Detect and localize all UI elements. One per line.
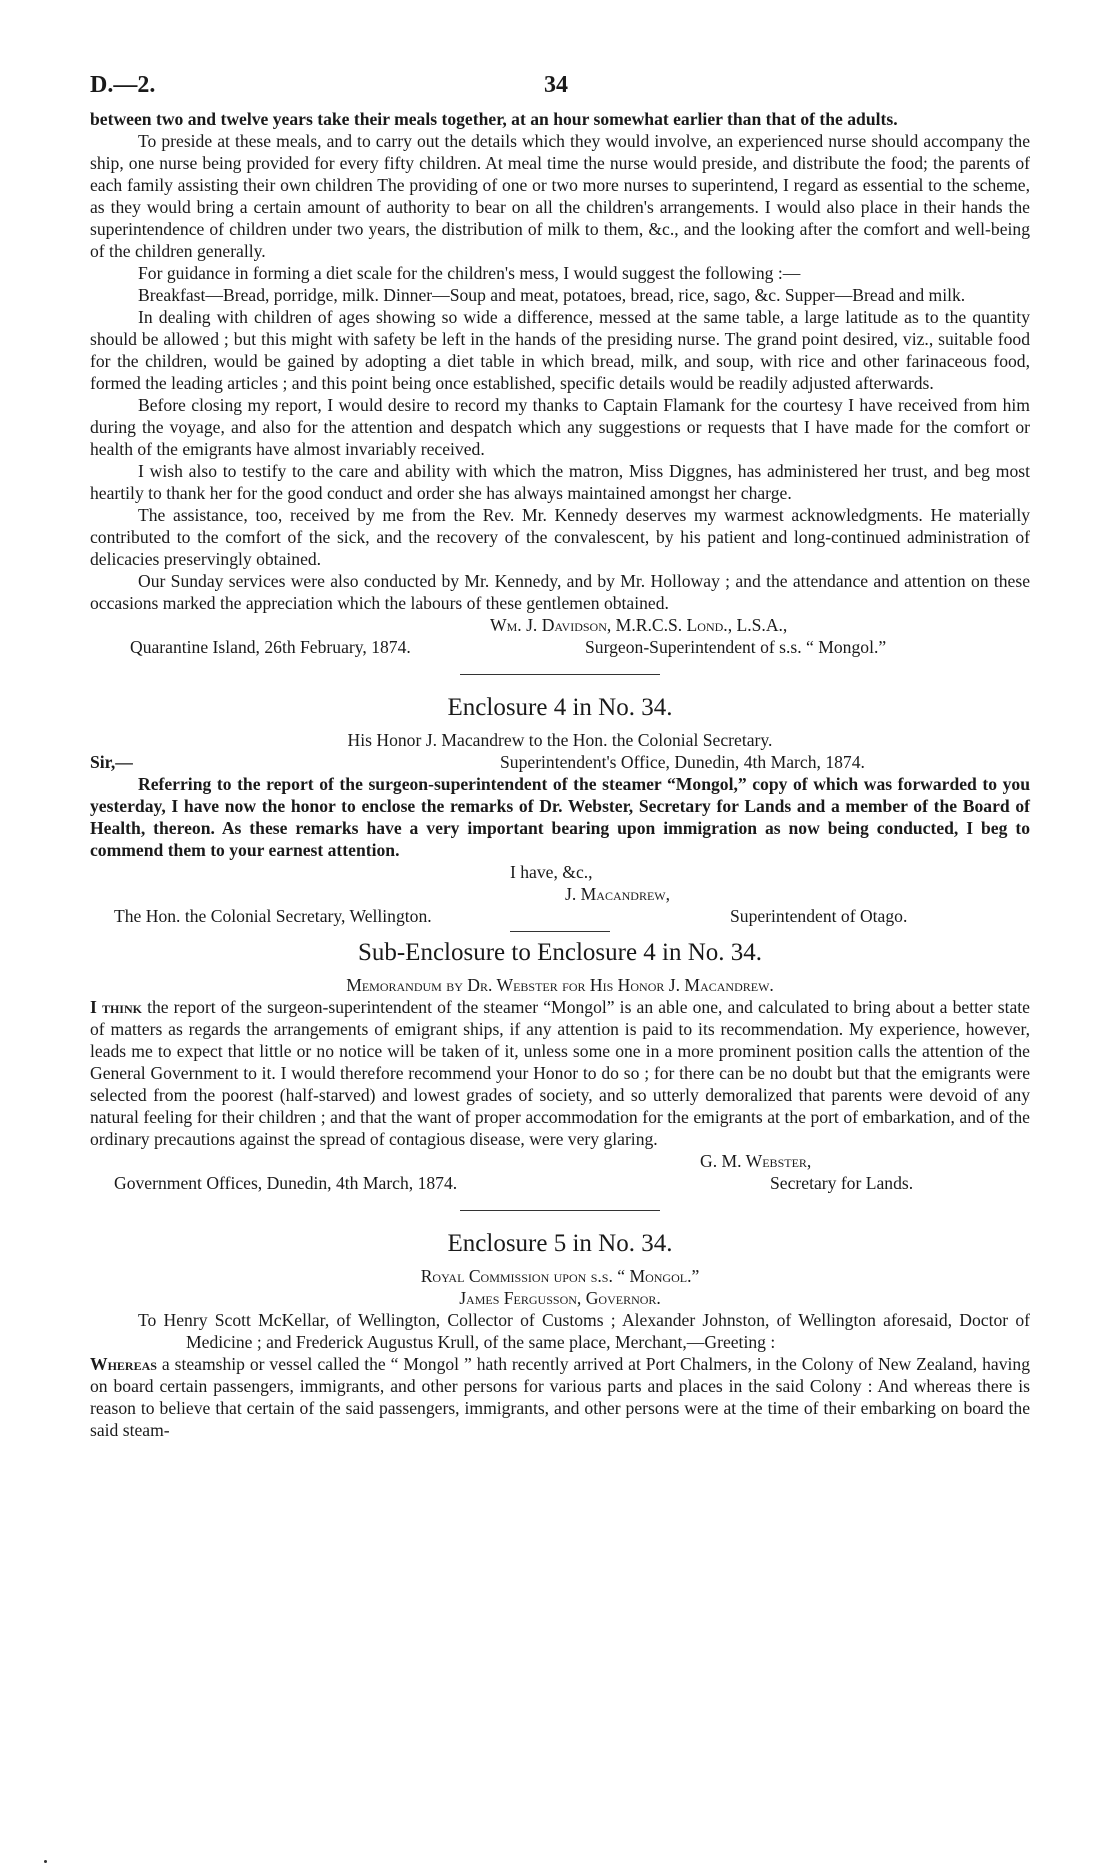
memorandum-signer-title: Secretary for Lands.	[770, 1173, 914, 1193]
report-signer-title: Surgeon-Superintendent of s.s. “ Mongol.”	[585, 637, 887, 657]
section-divider	[460, 1210, 660, 1211]
section-divider	[510, 931, 610, 932]
enclosure-4-signer: J. Macandrew,	[565, 884, 671, 904]
report-paragraph: Before closing my report, I would desire to record my thanks to Captain Flamank for the courtesy I have received from him during the voyage, and also for the attention and despatch which any suggestions or requests that I have made for the comfort or health of the emigrants have almost invariably received.	[90, 395, 1030, 459]
closing-line	[90, 861, 1030, 883]
report-place-date: Quarantine Island, 26th February, 1874.	[130, 637, 411, 657]
enclosure-4-subheading: His Honor J. Macandrew to the Hon. the Colonial Secretary.	[347, 730, 773, 750]
enclosure-4-body: Referring to the report of the surgeon-superintendent of the steamer “Mongol,” copy of which was forwarded to you yesterday, I have now the honor to enclose the remarks of Dr. Webster, Secretary for Lands and a member of the Board of Health, thereon. As these remarks have a very important bearing upon immigration as now being conducted, I beg to commend them to your earnest attention.	[90, 774, 1030, 860]
subenclosure-heading: Sub-Enclosure to Enclosure 4 in No. 34.	[357, 939, 763, 966]
report-paragraph: For guidance in forming a diet scale for the children's mess, I would suggest the following :—	[138, 263, 801, 283]
memorandum-place-line	[90, 1172, 1030, 1194]
report-paragraph: between two and twelve years take their meals together, at an hour somewhat earlier than that of the adults.	[90, 109, 898, 129]
commission-body	[90, 1353, 1030, 1441]
enclosure-5-subheading: Royal Commission upon s.s. “ Mongol.”	[420, 1266, 700, 1286]
report-paragraph: In dealing with children of ages showing so wide a difference, messed at the same table, a large latitude as to the quantity should be allowed ; but this might with safety be left in the hands of the presiding nurse. The grand point desired, viz., suitable food for the children, would be gained by adopting a diet table in which bread, milk, and soup, with rice and other farinaceous food, formed the leading articles ; and this point being once established, specific details would be readily adjusted afterwards.	[90, 307, 1030, 393]
page-speck	[44, 1860, 47, 1863]
report-signature-line	[90, 614, 1030, 636]
document-code: D.—2.	[90, 72, 156, 98]
report-paragraph: Our Sunday services were also conducted by Mr. Kennedy, and by Mr. Holloway ; and the attendance and attention on these occasions marked the appreciation which the labours of these gentlemen obtained.	[90, 571, 1030, 613]
memorandum-lead: I think	[90, 997, 142, 1017]
report-paragraph: To preside at these meals, and to carry out the details which they would involve, an experienced nurse should accompany the ship, one nurse being provided for every fifty children. At meal time the nurse would preside, and distribute the food; the parents of each family assisting their own children The providing of one or two more nurses to superintend, I regard as essential to the scheme, as they would bring a certain amount of authority to bear on all the children's arrangements. I would also place in their hands the superintendence of children under two years, the distribution of milk to them, &c., and the looking after the comfort and well-being of the children generally.	[90, 131, 1030, 261]
commission-lead: Whereas	[90, 1354, 157, 1374]
enclosure-4-addressee-line	[90, 905, 1030, 927]
salutation: Sir,—	[90, 752, 133, 772]
governor-line: James Fergusson, Governor.	[459, 1288, 661, 1308]
page-number: 34	[544, 72, 568, 98]
closing: I have, &c.,	[510, 862, 593, 882]
report-signer: Wm. J. Davidson, M.R.C.S. Lond., L.S.A.,	[490, 615, 788, 635]
report-paragraph: The assistance, too, received by me from the Rev. Mr. Kennedy deserves my warmest acknowledgments. He materially contributed to the comfort of the sick, and the recovery of the convalescent, by his patient and long-continued administration of delicacies preservingly obtained.	[90, 505, 1030, 569]
enclosure-4-salutation-line	[90, 751, 1030, 773]
enclosure-4-signature-line	[90, 883, 1030, 905]
memorandum-signer: G. M. Webster,	[700, 1151, 812, 1171]
memorandum-place-date: Government Offices, Dunedin, 4th March, 1874.	[114, 1173, 458, 1193]
enclosure-4-signer-title: Superintendent of Otago.	[730, 906, 908, 926]
subenclosure-subheading: Memorandum by Dr. Webster for His Honor J. Macandrew.	[346, 975, 774, 995]
addressee: The Hon. the Colonial Secretary, Wellington.	[114, 906, 432, 926]
body-column	[90, 108, 1030, 1441]
office-date: Superintendent's Office, Dunedin, 4th March, 1874.	[500, 752, 865, 772]
commission-text: a steamship or vessel called the “ Mongol ” hath recently arrived at Port Chalmers, in the Colony of New Zealand, having on board certain passengers, immigrants, and other persons for various parts and places in the said Colony : And whereas there is reason to believe that certain of the said passengers, immigrants, and other persons were at the time of their embarking on board the said steam-	[90, 1354, 1031, 1440]
commission-address: To Henry Scott McKellar, of Wellington, Collector of Customs ; Alexander Johnston, of Wellington aforesaid, Doctor of Medicine ; and Frederick Augustus Krull, of the same place, Merchant,—Greeting :	[138, 1310, 1030, 1352]
report-paragraph: I wish also to testify to the care and ability with which the matron, Miss Diggnes, has administered her trust, and beg most heartily to thank her for the good conduct and order she has always maintained amongst her charge.	[90, 461, 1030, 503]
diet-scale: Breakfast—Bread, porridge, milk. Dinner—Soup and meat, potatoes, bread, rice, sago, &c. Supper—Bread and milk.	[138, 285, 966, 305]
memorandum-signature-line	[90, 1150, 1030, 1172]
enclosure-5-heading: Enclosure 5 in No. 34.	[447, 1230, 673, 1257]
report-place-line	[90, 636, 1030, 658]
memorandum-text: the report of the surgeon-superintendent of the steamer “Mongol” is an able one, and calculated to bring about a better state of matters as regards the arrangements of emigrant ships, if any attention is paid to its recommendation. My experience, however, leads me to expect that little or no notice will be taken of it, unless some one in a more prominent position calls the attention of the General Government to it. I would therefore recommend your Honor to do so ; for there can be no doubt but that the emigrants were selected from the poorest (half-starved) and lowest grades of society, and so utterly demoralized that parents were devoid of any natural feeling for their children ; and that the want of proper accommodation for the emigrants at the port of embarkation, and of the ordinary precautions against the spread of contagious disease, were very glaring.	[90, 997, 1030, 1149]
enclosure-4-heading: Enclosure 4 in No. 34.	[447, 694, 673, 721]
section-divider	[460, 674, 660, 675]
memorandum-body	[90, 996, 1030, 1150]
